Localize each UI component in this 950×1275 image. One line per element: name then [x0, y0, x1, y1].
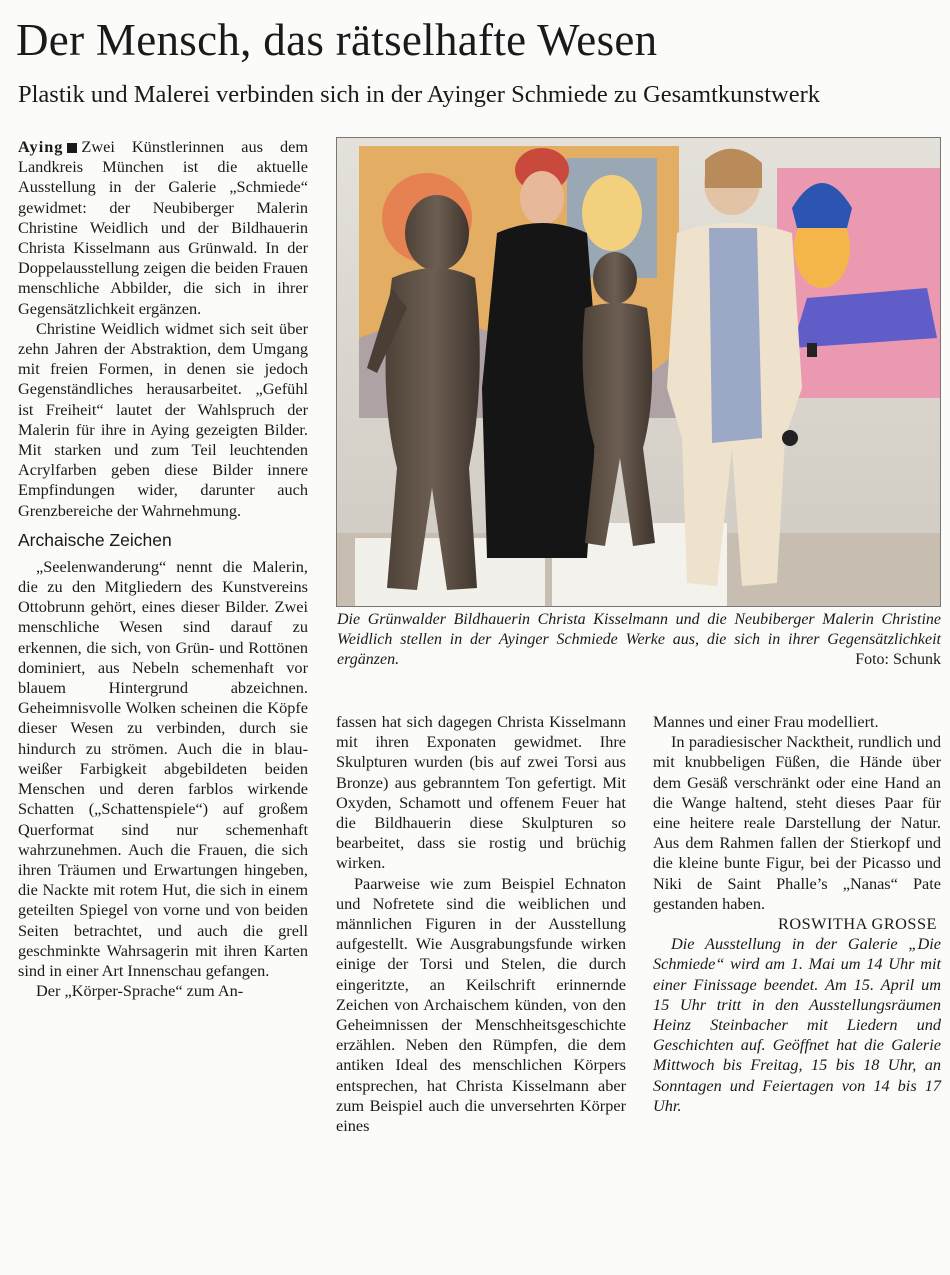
paragraph: fassen hat sich dagegen Christa Kisselmann mit ihren Exponaten gewidmet. Ihre Skulpturen wurden (bis auf zwei Torsi aus Bronze) aus gebranntem Ton gefertigt. Mit Oxyden, Schamott und offenem Feuer hat die Bildhauerin diese Skulpturen so bearbeitet, dass sie rostig und brüchig wirken.: [336, 712, 626, 873]
headline: Der Mensch, das rätselhafte Wesen: [16, 15, 658, 65]
lead-paragraph: Aying Zwei Künstlerinnen aus dem Landkreis München ist die aktuelle Ausstellung in der Galerie „Schmiede“ gewidmet: der Neubiberger Malerin Christine Weidlich und der Bildhauerin Christa Kisselmann aus Grünwald. In der Doppelausstellung zeigen die beiden Frauen menschliche Abbilder, die sich in ihrer Gegensätzlichkeit ergänzen.: [18, 137, 308, 318]
paragraph: Paarweise wie zum Beispiel Echnaton und Nofretete sind die weiblichen und männlichen Figuren in der Ausstellung aufgestellt. Wie Ausgrabungsfunde wirken einige der Torsi und Stelen, die durch eingeritzte, an Keilschrift erinnernde Zeichen von Archaischem künden, von den Geheimnissen der Menschheitsgeschichte erzählen. Neben den Rümpfen, die dem antiken Ideal des menschlichen Körpers entsprechen, hat Christa Kisselmann aber zum Beispiel auch die unversehrten Körper eines: [336, 873, 626, 1136]
caption-text: Die Grünwalder Bildhauerin Christa Kisselmann und die Neubiberger Malerin Christine Weidlich stellen in der Ayinger Schmiede Werke aus, die sich in ihrer Gegensätzlichkeit ergänzen.: [337, 611, 941, 668]
dateline-square-icon: [67, 143, 77, 153]
column-2: [336, 712, 626, 1136]
info-box: Die Ausstellung in der Galerie „Die Schmiede“ wird am 1. Mai um 14 Uhr mit einer Finissage beendet. Am 15. April um 15 Uhr tritt in den Ausstellungsräumen Heinz Steinbacher mit Liedern und Geschichten auf. Geöffnet hat die Galerie Mittwoch bis Freitag, 15 bis 18 Uhr, an Sonntagen und Feiertagen von 14 bis 17 Uhr.: [653, 934, 941, 1115]
photo-caption: [337, 610, 941, 670]
column-3: [653, 712, 941, 1116]
paragraph: Mannes und einer Frau modelliert.: [653, 712, 879, 731]
paragraph: Christine Weidlich widmet sich seit über zehn Jahren der Abstraktion, dem Umgang mit freien Formen, in denen sie jedoch Gegenständliches herausarbeitet. „Gefühl ist Freiheit“ lautet der Wahlspruch der Malerin für ihre in Aying gezeigten Bilder. Mit starken und zum Teil leuchtenden Acrylfarben geben diese Bilder innere Empfindungen wider, darunter auch Grenzbereiche der Wahrnehmung.: [18, 318, 308, 520]
column-1: [18, 137, 308, 1001]
article-photo: [336, 137, 941, 607]
paragraph: „Seelenwanderung“ nennt die Malerin, die zu den Mitgliedern des Kunstvereins Ottobrunn gehört, eines dieser Bilder. Zwei menschliche Wesen sind darauf zu erkennen, die sich, von Grün- und Rottönen dominiert, aus Nebeln schemenhaft vor blauem Hintergrund abzeichnen. Geheimnisvolle Wolken scheinen die Köpfe dieser Wesen zu verbinden, durch sie hindurch zu strömen. Auch die in blau-weißer Farbigkeit abgebildeten beiden Menschen und deren farblos wirkende Schatten („Schattenspiele“) auf großem Querformat sind nur schemenhaft wahrzunehmen. Auch die Frauen, die sich ihren Träumen und Erwartungen hingeben, die Nackte mit rotem Hut, die sich in einem geteilten Spiegel von vorne und von beiden Seiten betrachtet, und auch die grell geschminkte Wahrsagerin mit ihren Karten sind in einer Art Innenschau gefangen.: [18, 556, 308, 980]
paragraph: Der „Körper-Sprache“ zum An-: [36, 981, 244, 1001]
subheadline: Plastik und Malerei verbinden sich in der Ayinger Schmiede zu Gesamtkunstwerk: [18, 81, 820, 108]
author-byline: ROSWITHA GROSSE: [777, 914, 937, 934]
dateline: Aying: [18, 137, 64, 156]
section-heading: Archaische Zeichen: [18, 529, 172, 550]
paragraph: In paradiesischer Nacktheit, rundlich und mit knubbeligen Füßen, die Hände über dem Gesäß verschränkt oder eine Hand an die Wange haltend, steht dieses Paar für eine heitere reale Darstellung der Natur. Aus dem Rahmen fallen der Stierkopf und die kleine bunte Figur, bei der Picasso und Niki de Saint Phalle’s „Nanas“ Pate gestanden haben.: [653, 732, 941, 913]
photo-credit: Foto: Schunk: [855, 651, 941, 668]
